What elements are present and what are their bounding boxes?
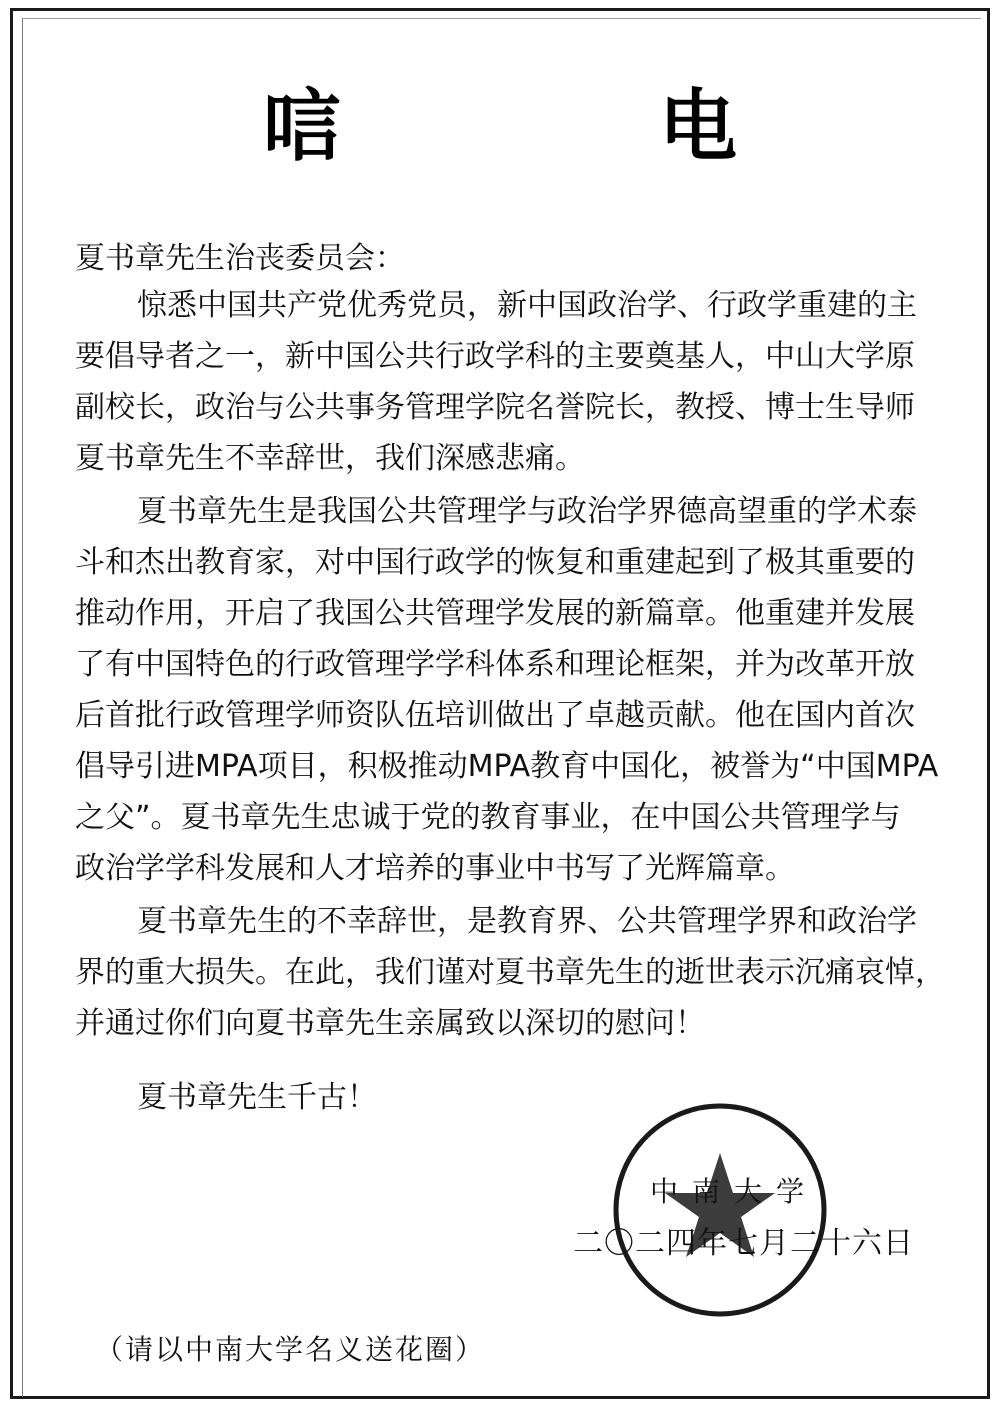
paragraph-line: 政治学学科发展和人才培养的事业中书写了光辉篇章。 xyxy=(75,851,795,886)
paragraph-line: 夏书章先生的不幸辞世，是教育界、公共管理学界和政治学 xyxy=(137,904,917,939)
paragraph-line: 夏书章先生不幸辞世，我们深感悲痛。 xyxy=(75,441,585,476)
footnote: （请以中南大学名义送花圈） xyxy=(95,1333,486,1366)
signature-date: 二〇二四年七月二十六日 xyxy=(573,1226,914,1261)
official-seal xyxy=(605,1095,835,1325)
paragraph-line: 推动作用，开启了我国公共管理学发展的新篇章。他重建并发展 xyxy=(75,596,915,631)
paragraph-line: 夏书章先生是我国公共管理学与政治学界德高望重的学术泰 xyxy=(137,494,917,529)
paragraph-line: 要倡导者之一，新中国公共行政学科的主要奠基人，中山大学原 xyxy=(75,339,915,374)
paragraph-line: 斗和杰出教育家，对中国行政学的恢复和重建起到了极其重要的 xyxy=(75,545,915,580)
paragraph-line: 倡导引进MPA项目，积极推动MPA教育中国化，被誉为“中国MPA xyxy=(75,749,939,784)
paragraph-line: 并通过你们向夏书章先生亲属致以深切的慰问！ xyxy=(75,1006,705,1041)
document-title: 唁 电 xyxy=(262,82,857,172)
paragraph-line: 惊悉中国共产党优秀党员，新中国政治学、行政学重建的主 xyxy=(137,288,917,323)
paragraph-line: 副校长，政治与公共事务管理学院名誉院长，教授、博士生导师 xyxy=(75,390,915,425)
paragraph-line: 后首批行政管理学师资队伍培训做出了卓越贡献。他在国内首次 xyxy=(75,698,915,733)
letter-body xyxy=(75,280,945,1051)
paragraph xyxy=(75,896,945,1049)
paragraph-line: 之父”。夏书章先生忠诚于党的教育事业，在中国公共管理学与 xyxy=(75,800,901,835)
addressee: 夏书章先生治丧委员会： xyxy=(75,241,405,276)
paragraph-line: 界的重大损失。在此，我们谨对夏书章先生的逝世表示沉痛哀悼， xyxy=(75,955,945,990)
farewell-line: 夏书章先生千古！ xyxy=(137,1080,377,1115)
paragraph xyxy=(75,280,945,484)
paragraph xyxy=(75,486,945,894)
paragraph-line: 了有中国特色的行政管理学学科体系和理论框架，并为改革开放 xyxy=(75,647,915,682)
signature-organization: 中南大学 xyxy=(650,1175,819,1208)
